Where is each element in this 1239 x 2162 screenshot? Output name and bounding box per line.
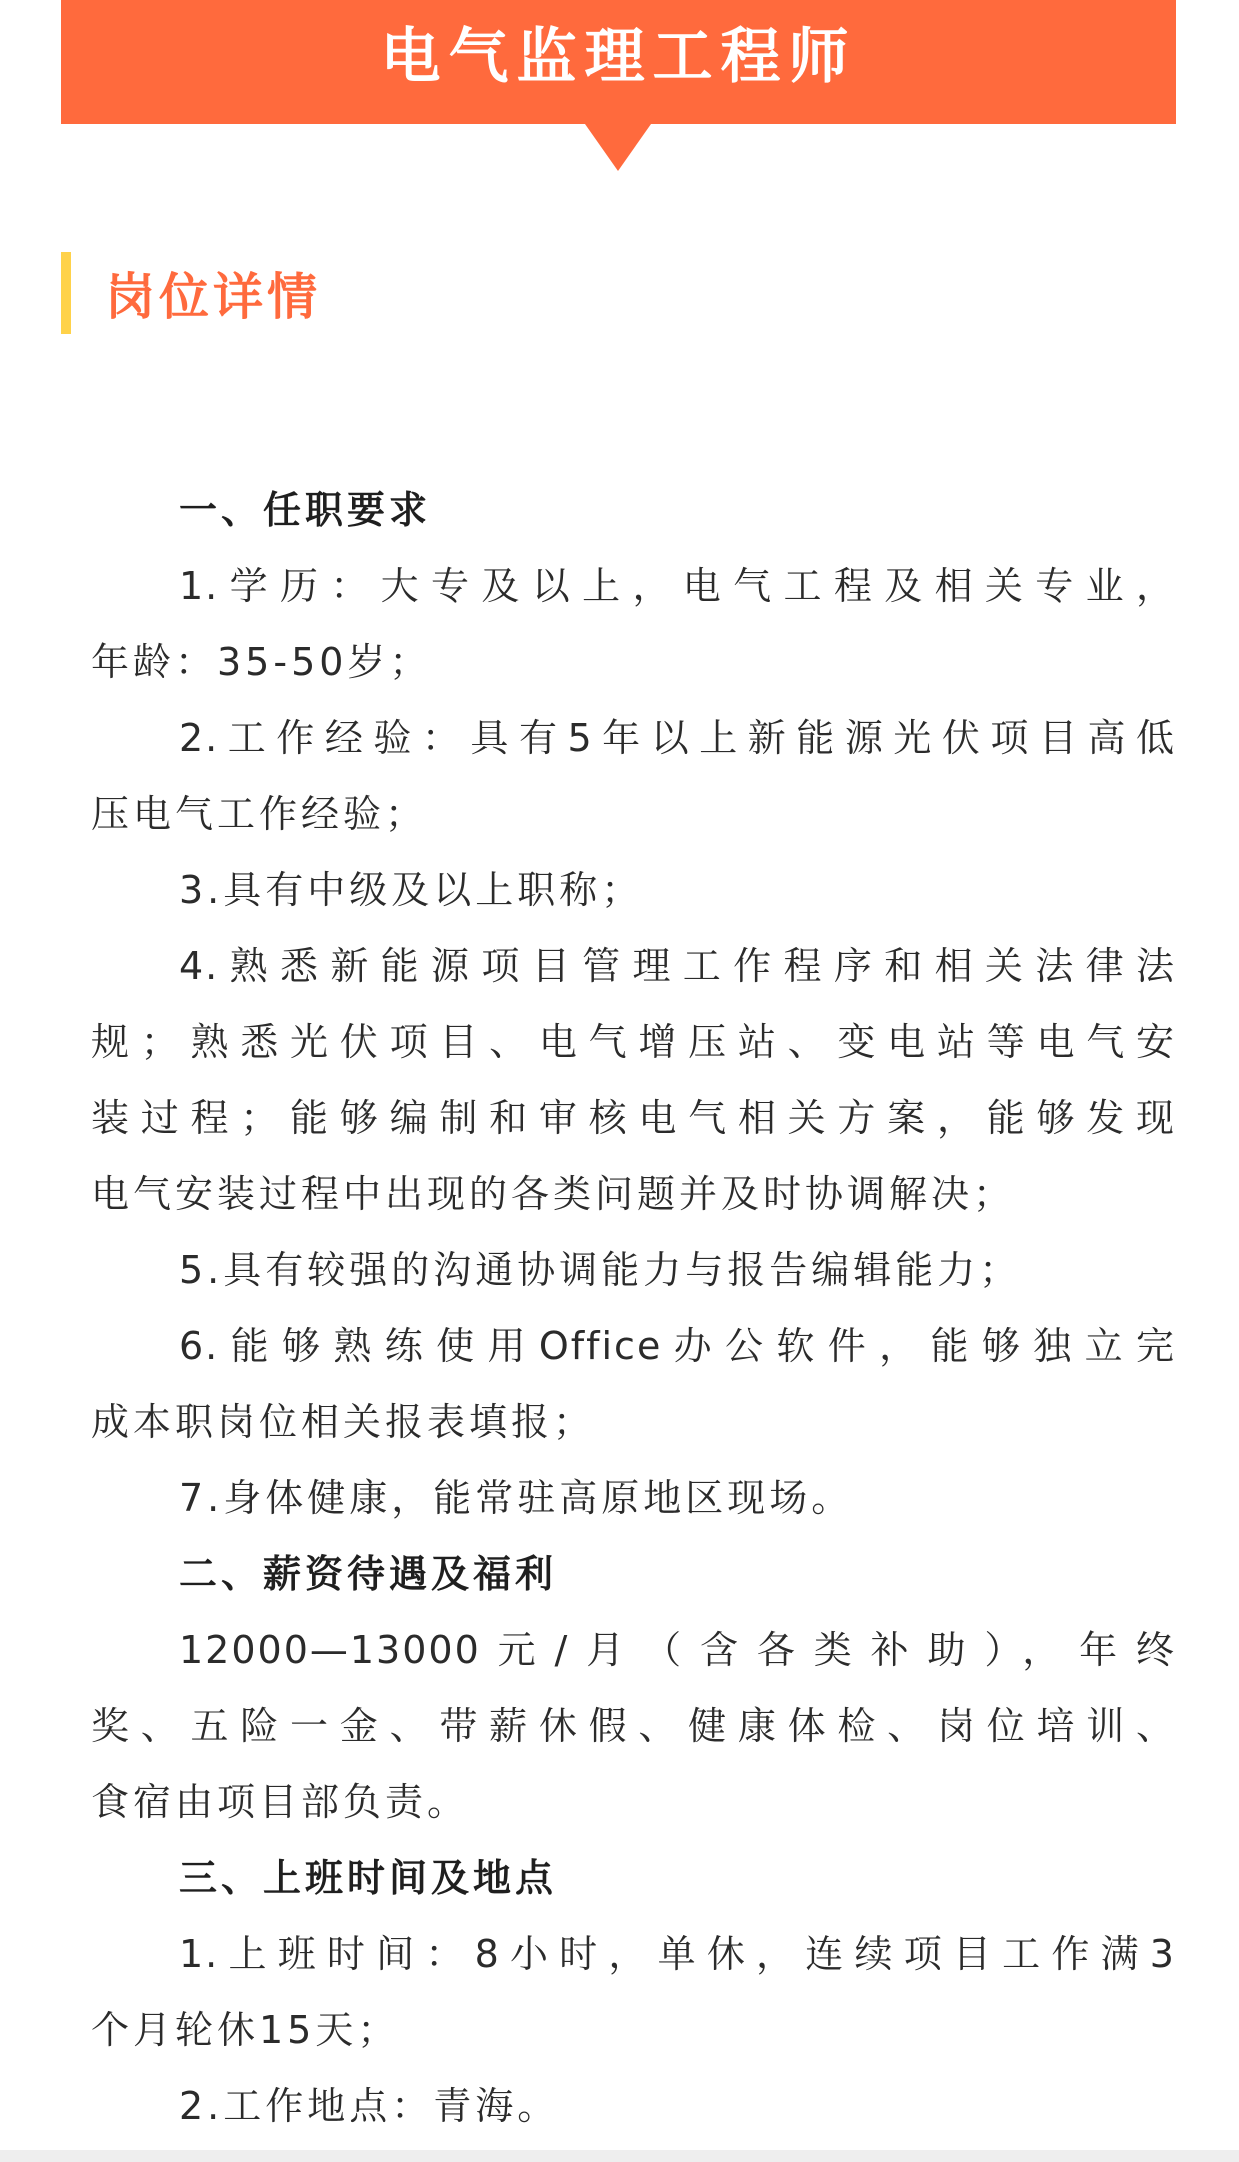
heading-salary-benefits: 二、薪资待遇及福利 — [179, 1552, 558, 1596]
salary-line: 食宿由项目部负责。 — [91, 1780, 470, 1824]
work-location-line: 2.工作地点：青海。 — [179, 2084, 560, 2128]
requirement-line: 3.具有中级及以上职称； — [179, 868, 644, 912]
section-accent-bar — [61, 252, 71, 334]
title-banner — [61, 0, 1176, 124]
requirement-line: 2.工作经验：具有5年以上新能源光伏项目高低 — [179, 716, 1176, 760]
requirement-line: 年龄：35-50岁； — [91, 640, 432, 684]
requirement-line: 电气安装过程中出现的各类问题并及时协调解决； — [91, 1172, 1016, 1216]
work-time-line: 个月轮休15天； — [91, 2008, 400, 2052]
requirement-line: 成本职岗位相关报表填报； — [91, 1400, 596, 1444]
page-title: 电气监理工程师 — [380, 22, 857, 92]
requirement-line: 5.具有较强的沟通协调能力与报告编辑能力； — [179, 1248, 1022, 1292]
salary-line: 12000—13000元/月（含各类补助），年终 — [179, 1628, 1176, 1672]
heading-work-time-location: 三、上班时间及地点 — [179, 1856, 558, 1900]
bottom-divider — [0, 2150, 1239, 2162]
requirement-line: 6.能够熟练使用Office办公软件，能够独立完 — [179, 1324, 1176, 1368]
requirement-line: 7.身体健康，能常驻高原地区现场。 — [179, 1476, 854, 1520]
requirement-line: 规；熟悉光伏项目、电气增压站、变电站等电气安 — [91, 1020, 1176, 1064]
heading-requirements: 一、任职要求 — [179, 488, 432, 532]
section-title: 岗位详情 — [105, 268, 321, 326]
requirement-line: 装过程；能够编制和审核电气相关方案，能够发现 — [91, 1096, 1176, 1140]
banner-pointer — [585, 124, 651, 171]
requirement-line: 4.熟悉新能源项目管理工作程序和相关法律法 — [179, 944, 1176, 988]
requirement-line: 压电气工作经验； — [91, 792, 428, 836]
requirement-line: 1.学历：大专及以上，电气工程及相关专业， — [179, 564, 1176, 608]
work-time-line: 1.上班时间：8小时，单休，连续项目工作满3 — [179, 1932, 1176, 1976]
section-header — [61, 252, 321, 334]
salary-line: 奖、五险一金、带薪休假、健康体检、岗位培训、 — [91, 1704, 1176, 1748]
job-details — [91, 472, 1176, 2144]
